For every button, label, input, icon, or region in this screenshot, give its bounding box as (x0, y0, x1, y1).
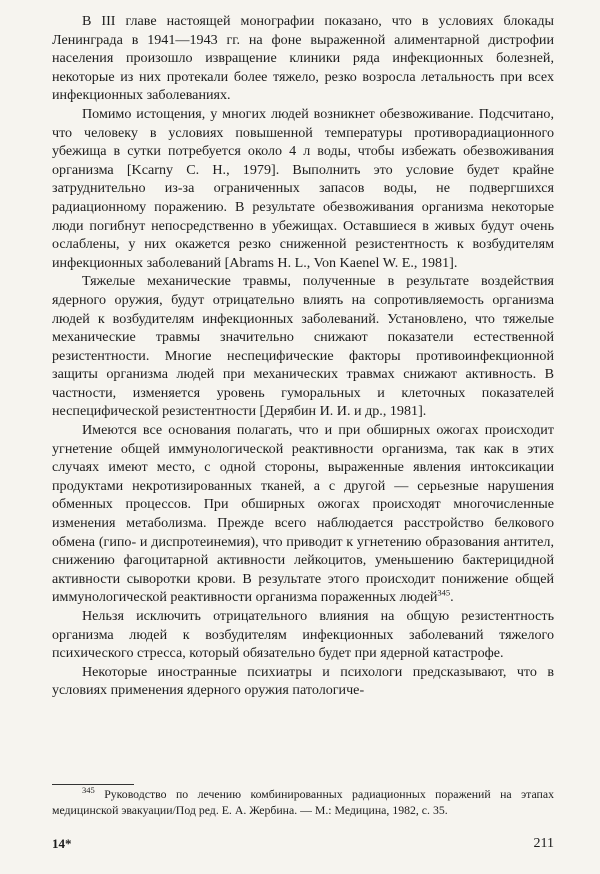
page-number: 211 (533, 836, 554, 851)
footnote-number: 345 (82, 785, 95, 796)
paragraph-3: Тяжелые механические травмы, полученные в результате воздействия ядерного оружия, будут отрицательно влиять на сопротивляемость организма людей к возбудителям инфекционных заболеваний. Установлено, что тяжелые механические травмы значительно снижают показатели естественной резистентности. Многие неспецифические факторы противоинфекционной защиты организма людей при механических травмах снижают активность. В частности, изменяется уровень гуморальных и клеточных показателей неспецифической резистентности [Дерябин И. И. и др., 1981]. (52, 273, 554, 420)
paragraph-4: Имеются все основания полагать, что и при обширных ожогах происходит угнетение общей иммунологической реактивности организма, так как в этих случаях имеют место, с одной стороны, выраженные явления интоксикации продуктами некротизированных тканей, а с другой — серьезные нарушения обменных процессов. При обширных ожогах происходят многочисленные изменения метаболизма. Прежде всего наблюдается расстройство белкового обмена (гипо- и диспротеинемия), что приводит к угнетению образования антител, снижению фагоцитарной активности лейкоцитов, уменьшению бактерицидной активности сыворотки крови. В результате этого происходит понижение общей иммунологической реактивности организма пораженных людей$^{345}$. (52, 422, 554, 606)
paragraph-2: Помимо истощения, у многих людей возникнет обезвоживание. Подсчитано, что человеку в условиях повышенной температуры противорадиационного убежища в сутки потребуется около 4 л воды, чтобы избежать обезвоживания организма [Kcarny C. H., 1979]. Выполнить это условие будет крайне затруднительно из-за ограниченных запасов воды, не подвергшихся радиационному поражению. В результате обезвоживания организма некоторые люди погибнут непосредственно в убежищах. Оставшиеся в живых будут очень ослаблены, у них окажется резко сниженной резистентность к возбудителям инфекционных заболеваний [Abrams H. L., Von Kaenel W. E., 1981]. (52, 105, 554, 271)
paragraph-1: В III главе настоящей монографии показано, что в условиях блокады Ленинграда в 1941—1943 гг. на фоне выраженной алиментарной дистрофии населения произошло извращение клиники ряда инфекционных болезней, некоторые из них протекали более тяжело, резко возросла летальность при всех инфекционных заболеваниях. (52, 13, 554, 104)
paragraph-4-text: Имеются все основания полагать, что и при обширных ожогах происходит угнетение общей иммунологической реактивности организма, так как в этих случаях имеют место, с одной стороны, выраженные явления интоксикации продуктами некротизированных тканей, а с другой — серьезные нарушения обменных процессов. При обширных ожогах происходят многочисленные изменения метаболизма. Прежде всего наблюдается расстройство белкового обмена (гипо- и диспротеинемия), что приводит к угнетению образования антител, снижению фагоцитарной активности лейкоцитов, уменьшению бактерицидной активности сыворотки крови. В результате этого происходит понижение общей иммунологической реактивности организма пораженных людей (52, 422, 554, 606)
main-text (52, 12, 554, 700)
paragraph-5: Нельзя исключить отрицательного влияния на общую резистентность организма людей к возбудителям инфекционных заболеваний тяжелого психического стресса, который обязательно будет при ядерной катастрофе. (52, 608, 554, 662)
footnote (52, 787, 554, 819)
footnote-text: Руководство по лечению комбинированных радиационных поражений на этапах медицинской эвакуации/Под ред. Е. А. Жербина. — М.: Медицина, 1982, с. 35. (52, 787, 555, 817)
signature-mark: 14* (52, 836, 72, 851)
paragraph-6: Некоторые иностранные психиатры и психологи предсказывают, что в условиях применения ядерного оружия патологиче- (52, 663, 554, 699)
footnote-reference: 345 (437, 587, 451, 598)
